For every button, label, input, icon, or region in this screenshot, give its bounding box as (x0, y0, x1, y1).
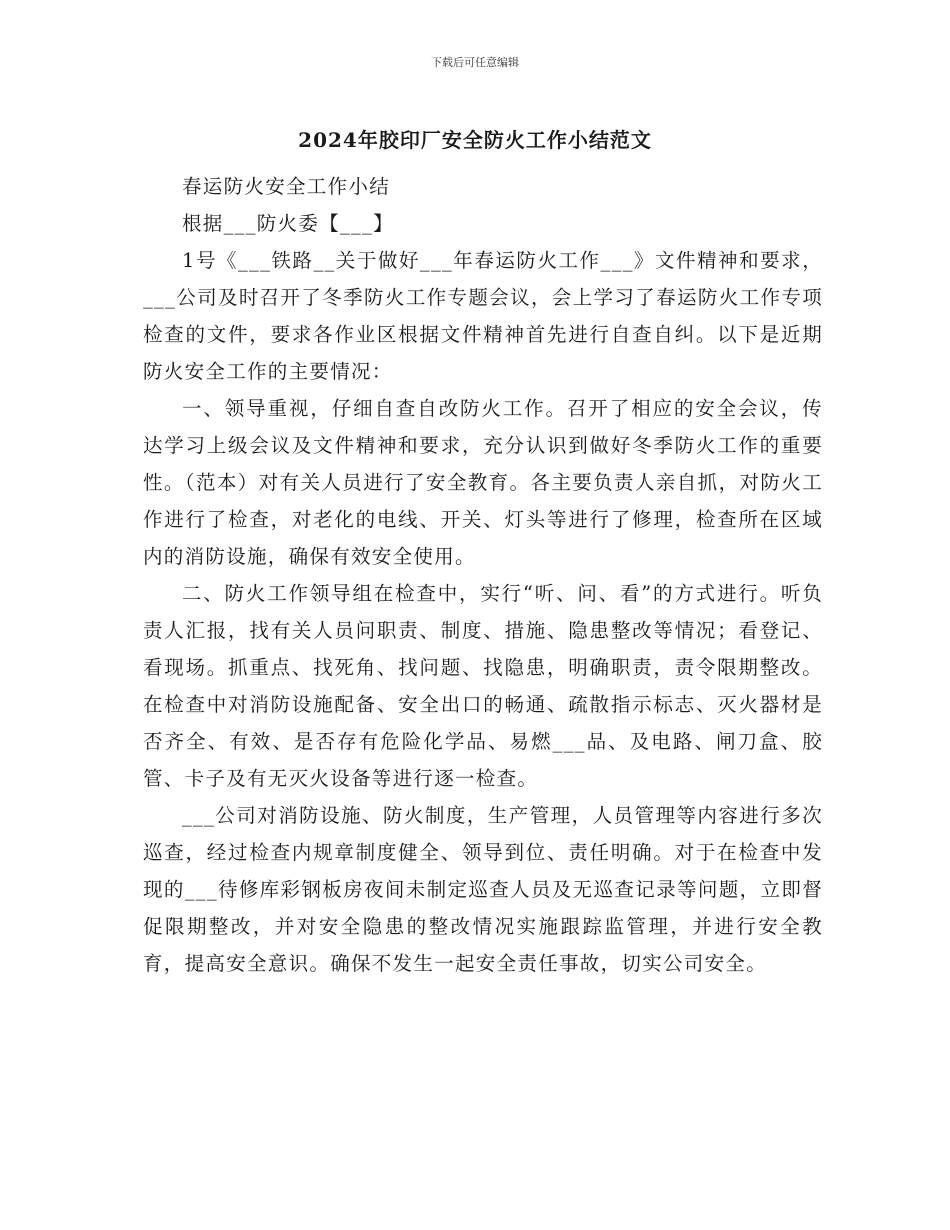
paragraph-section-2: 二、防火工作领导组在检查中，实行“听、问、看”的方式进行。听负责人汇报，找有关人员问职责、制度、措施、隐患整改等情况；看登记、看现场。抓重点、找死角、找问题、找隐患，明确职责，责令限期整改。在检查中对消防设施配备、安全出口的畅通、疏散指示标志、灭火器材是否齐全、有效、是否存有危险化学品、易燃___品、及电路、闸刀盒、胶管、卡子及有无灭火设备等进行逐一检查。 (143, 582, 823, 790)
document-title: 2024年胶印厂安全防火工作小结范文 (298, 128, 652, 152)
paragraph-basis: 根据___防火委【___】 (182, 212, 394, 235)
paragraph-section-1: 一、领导重视，仔细自查自改防火工作。召开了相应的安全会议，传达学习上级会议及文件精神和要求，充分认识到做好冬季防火工作的重要性。（范本）对有关人员进行了安全教育。各主要负责人亲自抓，对防火工作进行了检查，对老化的电线、开关、灯头等进行了修理，检查所在区域内的消防设施，确保有效安全使用。 (143, 397, 823, 568)
header-note: 下载后可任意编辑 (431, 56, 519, 69)
document-body (143, 168, 823, 982)
paragraph-intro: 1号《___铁路__关于做好___年春运防火工作___》文件精神和要求，___公司及时召开了冬季防火工作专题会议，会上学习了春运防火工作专项检查的文件，要求各作业区根据文件精神首先进行自查自纠。以下是近期防火安全工作的主要情况： (143, 249, 823, 383)
paragraph-section-3: ___公司对消防设施、防火制度，生产管理，人员管理等内容进行多次巡查，经过检查内规章制度健全、领导到位、责任明确。对于在检查中发现的___待修库彩钢板房夜间未制定巡查人员及无巡查记录等问题，立即督促限期整改，并对安全隐患的整改情况实施跟踪监管理，并进行安全教育，提高安全意识。确保不发生一起安全责任事故，切实公司安全。 (143, 804, 823, 975)
paragraph-subtitle: 春运防火安全工作小结 (182, 175, 391, 198)
